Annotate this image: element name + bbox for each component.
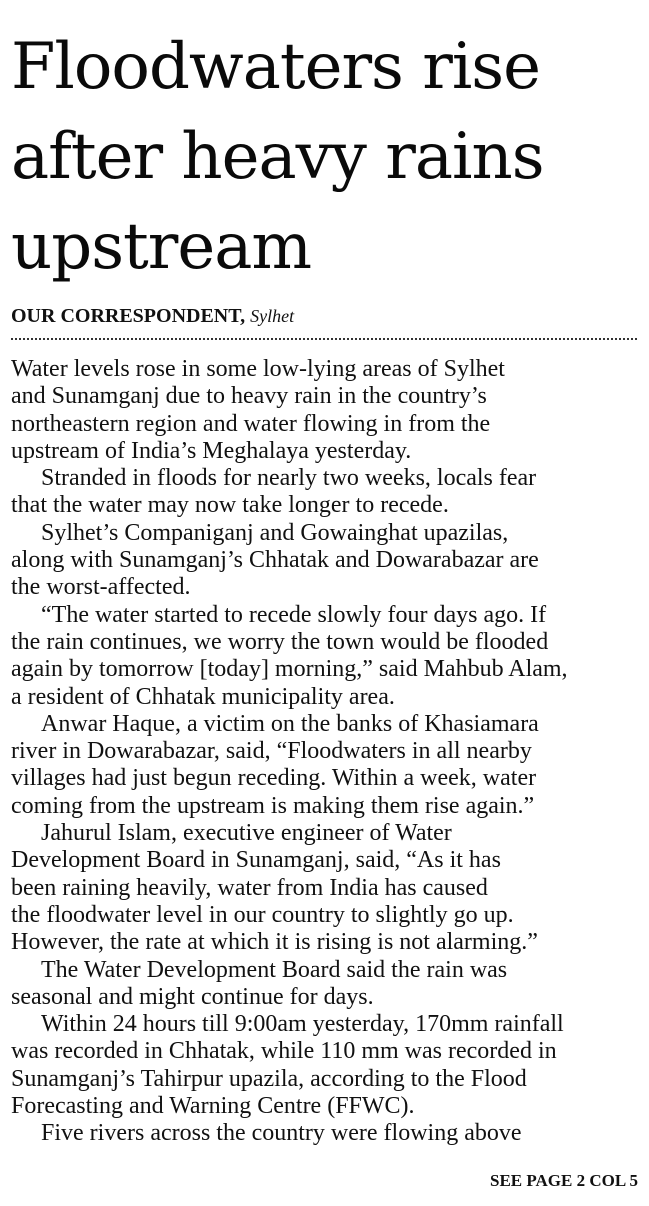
body-line: Sylhet’s Companiganj and Gowainghat upazilas,	[41, 519, 509, 546]
body-line: seasonal and might continue for days.	[11, 983, 374, 1010]
body-line: Stranded in floods for nearly two weeks, locals fear	[41, 465, 537, 492]
body-line: Sunamganj’s Tahirpur upazila, according to the Flood	[11, 1065, 527, 1092]
body-line: Development Board in Sunamganj, said, “As it has	[11, 847, 501, 874]
body-line: again by tomorrow [today] morning,” said Mahbub Alam,	[11, 656, 568, 683]
body-line: Jahurul Islam, executive engineer of Water	[41, 820, 452, 847]
body-line: Five rivers across the country were flowing above	[41, 1120, 522, 1147]
body-line: Water levels rose in some low-lying areas of Sylhet	[11, 356, 505, 382]
body-line: that the water may now take longer to recede.	[11, 492, 449, 519]
body-line: upstream of India’s Meghalaya yesterday.	[11, 437, 412, 464]
body-line: the rain continues, we worry the town would be flooded	[11, 628, 549, 655]
byline	[11, 304, 639, 328]
byline-author: OUR CORRESPONDENT,	[11, 305, 246, 327]
body-line: the worst-affected.	[11, 574, 191, 601]
body-line: Anwar Haque, a victim on the banks of Khasiamara	[41, 710, 539, 737]
article-body	[11, 356, 639, 1148]
body-line: and Sunamganj due to heavy rain in the country’s	[11, 383, 487, 410]
body-line: along with Sunamganj’s Chhatak and Dowarabazar are	[11, 547, 539, 574]
body-line: been raining heavily, water from India has caused	[11, 874, 488, 901]
headline	[11, 22, 639, 292]
body-line: Forecasting and Warning Centre (FFWC).	[11, 1093, 415, 1120]
body-line: However, the rate at which it is rising is not alarming.”	[11, 929, 538, 956]
body-line: a resident of Chhatak municipality area.	[11, 683, 395, 710]
body-line: The Water Development Board said the rain was	[41, 956, 508, 983]
body-line: coming from the upstream is making them rise again.”	[11, 792, 535, 819]
body-line: villages had just begun receding. Within a week, water	[11, 765, 537, 792]
body-line: the floodwater level in our country to slightly go up.	[11, 901, 514, 928]
byline-location: Sylhet	[250, 306, 295, 326]
headline-line: after heavy rains	[11, 120, 544, 194]
body-line: northeastern region and water flowing in from the	[11, 410, 491, 437]
body-line: “The water started to recede slowly four days ago. If	[41, 601, 547, 628]
headline-line: Floodwaters rise	[11, 30, 540, 104]
body-line: was recorded in Chhatak, while 110 mm was recorded in	[11, 1038, 557, 1065]
dotted-divider	[11, 338, 637, 340]
article	[11, 22, 639, 1148]
headline-line: upstream	[11, 210, 312, 284]
body-line: river in Dowarabazar, said, “Floodwaters in all nearby	[11, 738, 532, 765]
body-line: Within 24 hours till 9:00am yesterday, 170mm rainfall	[41, 1011, 564, 1038]
continued-on-page-link[interactable]: SEE PAGE 2 COL 5	[490, 1171, 638, 1190]
